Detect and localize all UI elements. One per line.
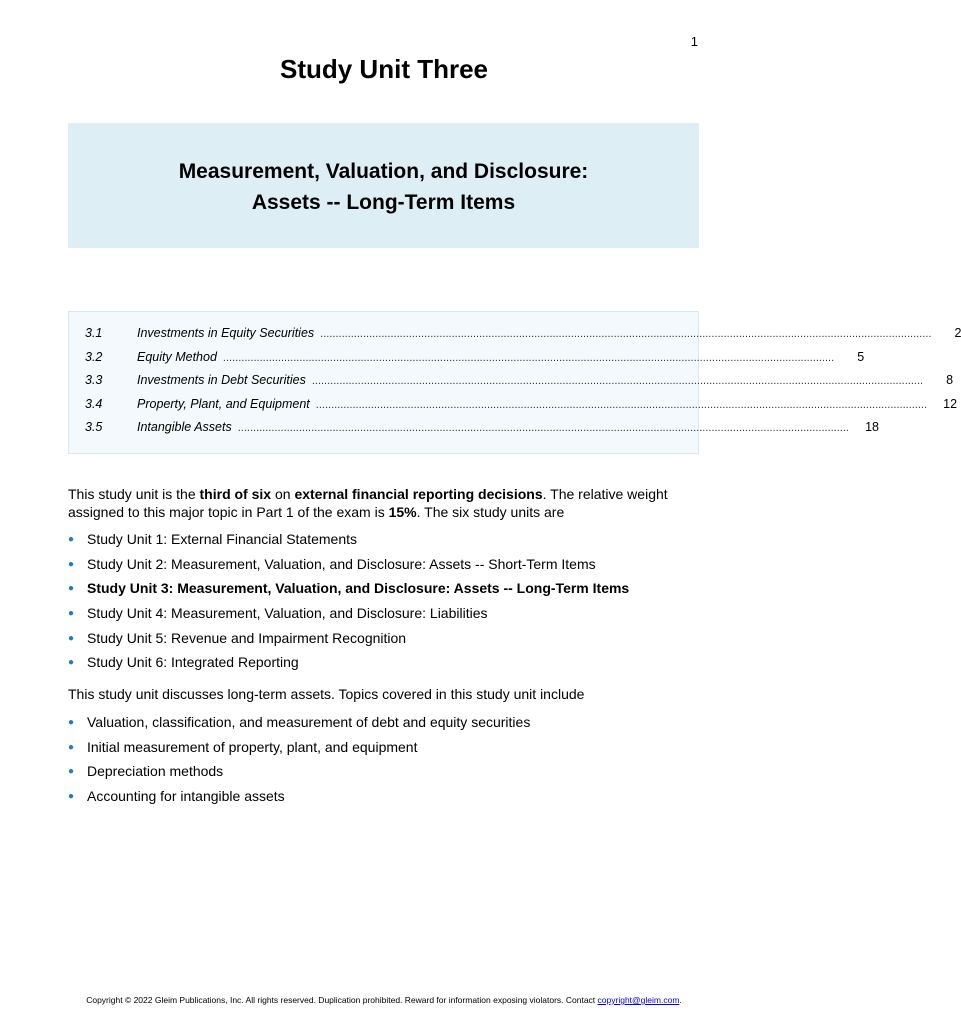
- list-item-text: Study Unit 6: Integrated Reporting: [87, 654, 299, 671]
- bullet-icon: ●: [68, 608, 75, 620]
- toc-section-title: Investments in Debt Securities: [137, 373, 306, 387]
- intro-paragraph: [68, 486, 708, 521]
- list-item-text: Initial measurement of property, plant, and equipment: [87, 738, 418, 755]
- bullet-icon: ●: [68, 558, 75, 570]
- toc-section-number: 3.1: [85, 326, 103, 340]
- banner-line-1: Measurement, Valuation, and Disclosure:: [178, 160, 589, 183]
- toc-page-number: 18: [865, 420, 879, 434]
- list-item: [68, 531, 629, 556]
- bullet-icon: ●: [68, 717, 75, 728]
- bullet-icon: ●: [68, 766, 75, 778]
- toc-section-title: Property, Plant, and Equipment: [137, 396, 310, 411]
- unit-subtitle-banner: [68, 123, 699, 248]
- intro-text: on: [271, 486, 295, 502]
- footer-text: Copyright © 2022 Gleim Publications, Inc. All rights reserved. Duplication prohibited. Reward for information exposing violators. Contact: [86, 995, 598, 1005]
- intro-text: . The six study units are: [416, 503, 565, 520]
- banner-line-2: Assets -- Long-Term Items: [251, 191, 516, 214]
- list-item-text: Valuation, classification, and measurement of debt and equity securities: [87, 714, 531, 730]
- toc-section-title: Investments in Equity Securities: [137, 326, 315, 340]
- intro-bold: external financial reporting decisions: [294, 486, 543, 502]
- toc-section-title: Intangible Assets: [137, 420, 232, 434]
- toc-page-number: 5: [857, 349, 865, 364]
- toc-section-number: 3.5: [85, 420, 103, 434]
- toc-section-number: 3.3: [85, 373, 103, 387]
- toc-row[interactable]: [69, 326, 961, 350]
- list-item: [68, 714, 530, 739]
- toc-section-title: Equity Method: [137, 349, 217, 364]
- toc-leader-dots: ........................................................................................................................................................................................................: [320, 328, 932, 340]
- toc-section-number: 3.4: [85, 396, 103, 411]
- toc-page-number: 2: [954, 326, 961, 340]
- list-item-text: Study Unit 1: External Financial Statements: [87, 531, 358, 547]
- toc-page-number: 8: [946, 373, 954, 387]
- topics-list: [68, 714, 530, 813]
- table-of-contents: [68, 311, 961, 454]
- intro-text: This study unit is the: [68, 486, 200, 502]
- intro-text: . The relative weight assigned to this major topic in Part 1 of the exam is: [68, 486, 668, 520]
- list-item-text: Study Unit 5: Revenue and Impairment Recognition: [87, 629, 407, 646]
- list-item-text: Accounting for intangible assets: [87, 788, 285, 805]
- study-unit-title: Study Unit Three: [279, 54, 488, 84]
- list-item: [68, 788, 530, 813]
- copyright-footer: [0, 995, 768, 1005]
- toc-row[interactable]: [69, 373, 954, 397]
- topics-intro: This study unit discusses long-term assets. Topics covered in this study unit include: [68, 686, 585, 702]
- list-item-text: Study Unit 4: Measurement, Valuation, and Disclosure: Liabilities: [87, 605, 488, 622]
- toc-row[interactable]: [69, 349, 865, 374]
- bullet-icon: ●: [68, 632, 75, 644]
- intro-bold: third of six: [199, 486, 272, 502]
- bullet-icon: ●: [68, 791, 75, 803]
- list-item-text: Study Unit 2: Measurement, Valuation, and Disclosure: Assets -- Short-Term Items: [87, 555, 596, 572]
- study-units-list: [68, 531, 629, 679]
- list-item-text: Depreciation methods: [87, 763, 224, 780]
- bullet-icon: ●: [68, 583, 75, 595]
- toc-page-number: 12: [943, 396, 958, 411]
- toc-leader-dots: ........................................................................................................................................................................................................: [222, 351, 835, 364]
- list-item: [68, 739, 530, 764]
- list-item: [68, 556, 629, 581]
- bullet-icon: ●: [68, 657, 75, 669]
- toc-row[interactable]: [69, 396, 958, 421]
- toc-section-number: 3.2: [85, 349, 103, 364]
- list-item: [68, 654, 629, 679]
- toc-leader-dots: ........................................................................................................................................................................................................: [315, 398, 928, 411]
- footer-end: .: [679, 995, 682, 1005]
- list-item: [68, 605, 629, 630]
- bullet-icon: ●: [68, 741, 75, 753]
- list-item: [68, 763, 530, 788]
- bullet-icon: ●: [68, 534, 75, 545]
- list-item-text: Study Unit 3: Measurement, Valuation, and Disclosure: Assets -- Long-Term Items: [87, 580, 630, 597]
- page-number: 1: [690, 34, 698, 49]
- toc-leader-dots: ........................................................................................................................................................................................................: [311, 375, 924, 387]
- list-item: [68, 630, 629, 655]
- intro-bold: 15%: [388, 503, 417, 520]
- list-item-current: [68, 580, 629, 605]
- toc-leader-dots: ........................................................................................................................................................................................................: [237, 422, 849, 434]
- copyright-email-link[interactable]: copyright@gleim.com: [597, 995, 680, 1005]
- toc-row[interactable]: [69, 420, 879, 444]
